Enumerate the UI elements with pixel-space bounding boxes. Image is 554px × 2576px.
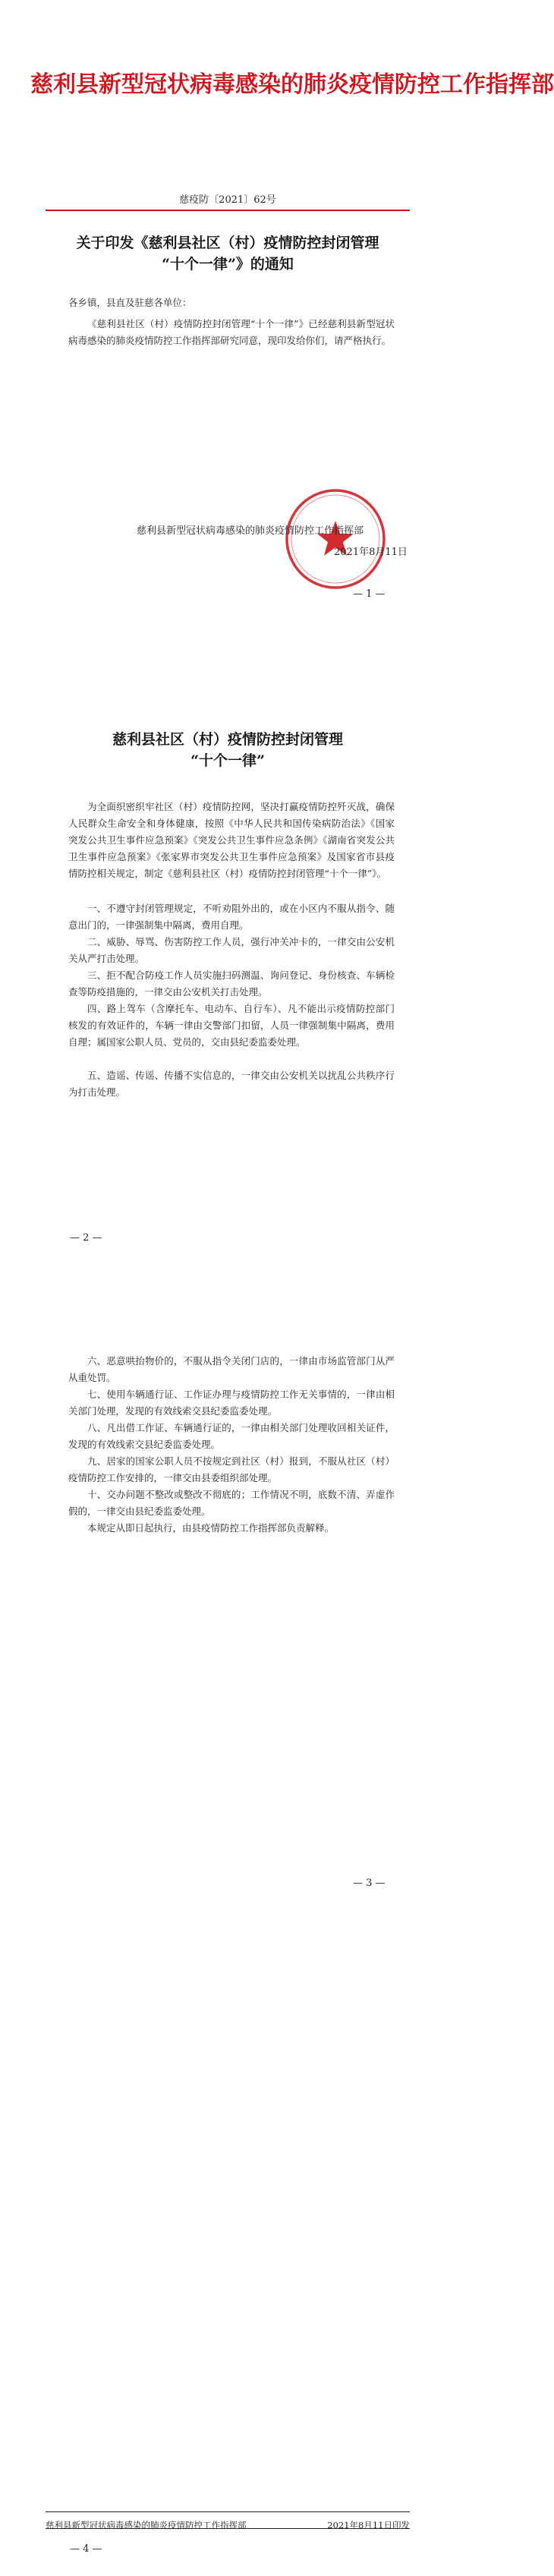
rule-item: 三、拒不配合防疫工作人员实施扫码测温、询问登记、身份核查、车辆检查等防疫措施的，一律交由公安机关打击处理。 (68, 970, 395, 998)
notice-title-line2: “十个一律”》的通知 (162, 256, 294, 273)
rule-item: 九、居家的国家公职人员不按规定到社区（村）报到，不服从社区（村）疫情防控工作安排的，一律交由县委组织部处理。 (68, 1455, 395, 1483)
rule-item: 四、路上驾车（含摩托车、电动车、自行车）、凡不能出示疫情防控部门核发的有效证件的，车辆一律由交警部门扣留，人员一律强制集中隔离，费用自理；属国家公职人员、党员的，交由县纪委监委处理。 (68, 1003, 395, 1048)
notice-date: 2021年8月11日 (334, 547, 408, 558)
red-header-title: 慈利县新型冠状病毒感染的肺炎疫情防控工作指挥部 (30, 71, 554, 98)
rule-item: 二、威胁、辱骂、伤害防控工作人员，强行冲关冲卡的，一律交由公安机关从严打击处理。 (68, 936, 395, 964)
footer-top-rule (46, 2511, 410, 2512)
red-divider-line (46, 210, 410, 211)
notice-title-line1: 关于印发《慈利县社区（村）疫情防控封闭管理 (76, 235, 379, 251)
page-number-3: — 3 — (353, 1878, 386, 1889)
notice-salutation: 各乡镇，县直及驻慈各单位： (68, 297, 192, 308)
page-number-1: — 1 — (353, 588, 386, 600)
page-2 (0, 645, 455, 1291)
page-number-4: — 4 — (70, 2543, 102, 2555)
notice-signer: 慈利县新型冠状病毒感染的肺炎疫情防控工作指挥部 (137, 525, 364, 537)
rule-item: 一、不遵守封闭管理规定，不听劝阻外出的，或在小区内不服从指令、随意出门的，一律强制集中隔离，费用自理。 (68, 903, 395, 931)
official-seal-icon (282, 486, 389, 592)
rule-item: 十、交办问题不整改或整改不彻底的；工作情况不明，底数不清、弄虚作假的，一律交由县纪委监委处理。 (68, 1489, 395, 1517)
rules-intro: 为全面织密织牢社区（村）疫情防控网，坚决打赢疫情防控歼灭战，确保人民群众生命安全和身体健康，按照《中华人民共和国传染病防治法》《国家突发公共卫生事件应急预案》《突发公共卫生事件应急条例》《湖南省突发公共卫生事件应急预案》《张家界市突发公共卫生事件应急预案》及国家省市县疫情防控相关规定，制定《慈利县社区（村）疫情防控封闭管理“十个一律”》。 (68, 801, 395, 879)
notice-body: 《慈利县社区（村）疫情防控封闭管理“十个一律”》已经慈利县新型冠状病毒感染的肺炎疫情防控工作指挥部研究同意，现印发给你们，请严格执行。 (68, 318, 395, 346)
document-number: 慈疫防〔2021〕62号 (179, 194, 276, 206)
rule-item: 五、造谣、传谣、传播不实信息的，一律交由公安机关以扰乱公共秩序行为打击处理。 (68, 1070, 395, 1098)
footer-line (46, 2519, 410, 2531)
rule-item: 八、凡出借工作证、车辆通行证的，一律由相关部门处理收回相关证件，发现的有效线索交县纪委监委处理。 (68, 1422, 395, 1450)
rules-title-line2: “十个一律” (190, 752, 265, 769)
page-1 (0, 0, 554, 645)
page-3 (0, 1291, 455, 1936)
rule-item: 六、恶意哄抬物价的，不服从指令关闭门店的，一律由市场监管部门从严从重处罚。 (68, 1355, 395, 1383)
rules-closing: 本规定从即日起执行，由县疫情防控工作指挥部负责解释。 (87, 1522, 335, 1534)
rules-title-line1: 慈利县社区（村）疫情防控封闭管理 (112, 731, 343, 748)
footer-print-date: 2021年8月11日印发 (327, 2520, 410, 2530)
rule-item: 七、使用车辆通行证、工作证办理与疫情防控工作无关事情的，一律由相关部门处理，发现的有效线索交县纪委监委处理。 (68, 1389, 395, 1417)
footer-issuer: 慈利县新型冠状病毒感染的肺炎疫情防控工作指挥部 (46, 2520, 247, 2530)
page-4 (0, 1936, 455, 2576)
page-number-2: — 2 — (70, 1232, 102, 1244)
